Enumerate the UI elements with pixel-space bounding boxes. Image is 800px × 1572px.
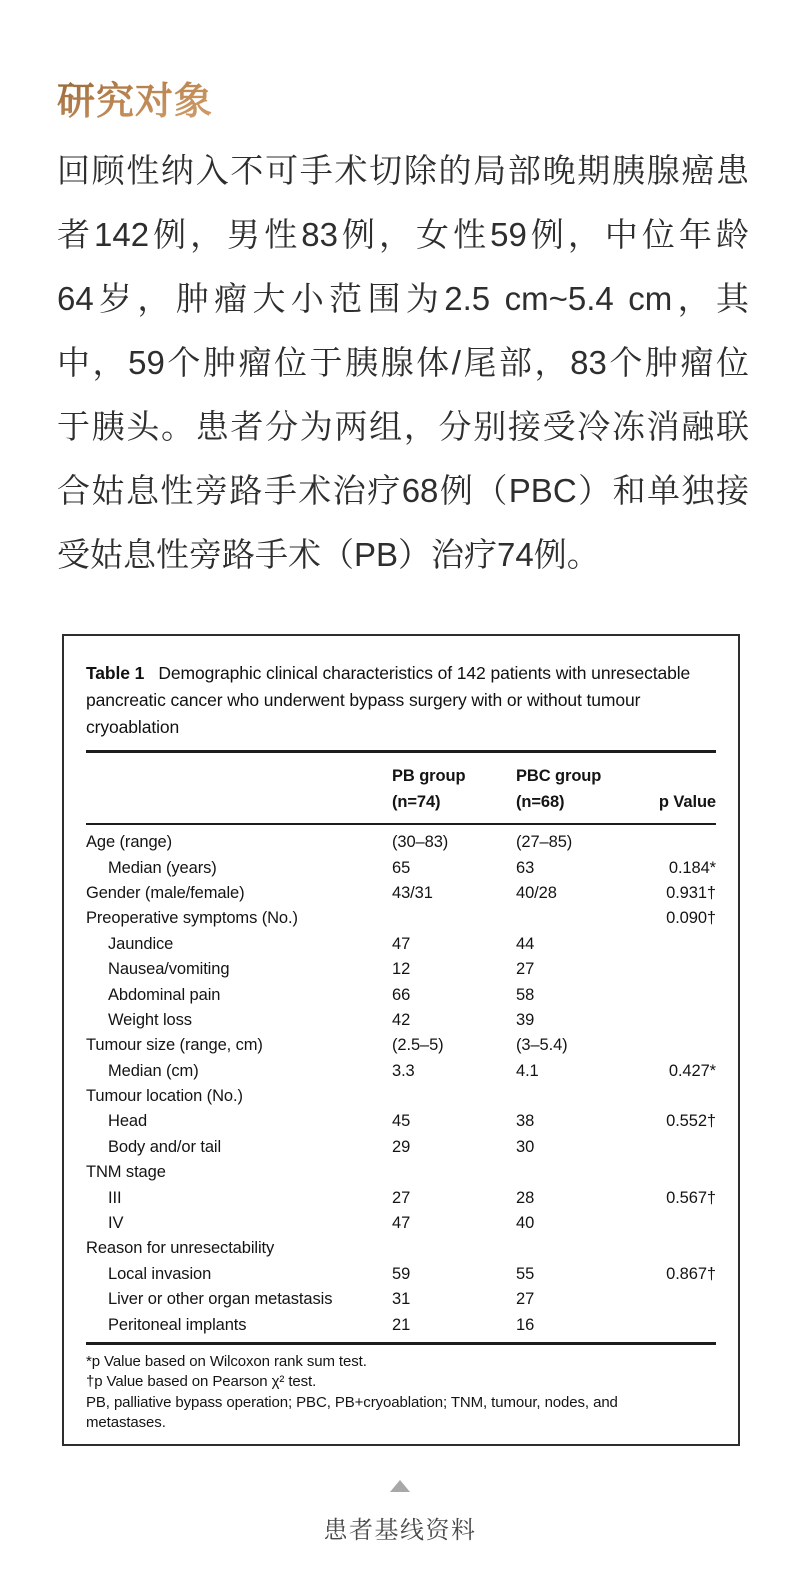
table-row [86,855,716,880]
row-label: III [108,1188,122,1207]
cell-pb: 29 [392,1137,411,1156]
table-row [86,1008,716,1033]
row-label: Nausea/vomiting [108,960,230,979]
intro-paragraph [57,139,749,587]
cell-pbc: 58 [516,985,535,1004]
cell-pbc: 44 [516,934,535,953]
footnote-line: *p Value based on Wilcoxon rank sum test. [86,1352,367,1370]
cell-pb: 45 [392,1112,411,1131]
row-label: Weight loss [108,1010,192,1029]
row-label: Jaundice [108,934,174,953]
col-header-empty [86,763,392,815]
cell-p-value: 0.184* [668,858,716,877]
row-label: Tumour size (range, cm) [86,1036,263,1055]
cell-pb: 65 [392,858,411,877]
table-row [86,1059,716,1084]
table-row [86,1084,716,1109]
cell-pb: 66 [392,985,411,1004]
cell-pb: 21 [392,1315,411,1334]
row-label: Peritoneal implants [108,1315,247,1334]
table-header-row [86,753,716,823]
table-caption-label: Table 1 [86,663,145,683]
pb-group-name: PB group [392,767,466,785]
row-label: Preoperative symptoms (No.) [86,909,298,928]
col-header-pbc-group [516,763,652,815]
table-row [86,906,716,931]
cell-pb: 47 [392,1214,411,1233]
pbc-group-n: (n=68) [516,793,565,811]
table-row [86,982,716,1007]
paragraph-line: 于胰头。患者分为两组，分别接受冷冻消融联 [57,408,749,445]
cell-pb: 31 [392,1290,411,1309]
triangle-up-icon [390,1480,410,1492]
paragraph-line: 者142例，男性83例，女性59例，中位年龄 [57,216,749,253]
footer-label: 患者基线资料 [323,1517,477,1544]
cell-pb: 27 [392,1188,411,1207]
col-header-pb-group [392,763,516,815]
paragraph-line: 64岁，肿瘤大小范围为2.5 cm~5.4 cm，其 [57,280,749,317]
pbc-group-name: PBC group [516,767,602,785]
paragraph-line: 受姑息性旁路手术（PB）治疗74例。 [57,536,600,573]
table-row [86,830,716,855]
row-label: Median (years) [108,858,217,877]
row-label: Reason for unresectability [86,1239,275,1258]
row-label: Tumour location (No.) [86,1087,243,1106]
cell-pb: 43/31 [392,883,433,902]
cell-pbc: 16 [516,1315,535,1334]
table-caption-text: Demographic clinical characteristics of 142 patients with unresectable pancreatic cancer who underwent bypass surgery with or without tumour cryoablation [86,663,691,737]
row-label: Liver or other organ metastasis [108,1290,333,1309]
table-row [86,1287,716,1312]
table-figure [62,634,740,1446]
cell-pbc: 28 [516,1188,535,1207]
cell-pb: (2.5–5) [392,1036,444,1055]
row-label: Age (range) [86,833,173,852]
cell-pbc: 38 [516,1112,535,1131]
cell-pbc: 40/28 [516,883,557,902]
table-row [86,881,716,906]
cell-p-value: 0.931† [666,883,716,902]
footnote-line: †p Value based on Pearson χ² test. [86,1373,317,1391]
table-row [86,1109,716,1134]
cell-pbc: 27 [516,960,535,979]
paragraph-line: 合姑息性旁路手术治疗68例（PBC）和单独接 [57,472,749,509]
cell-pbc: 63 [516,858,535,877]
cell-p-value: 0.427* [668,1061,716,1080]
paragraph-line: 中，59个肿瘤位于胰腺体/尾部，83个肿瘤位 [57,344,749,381]
cell-pbc: (3–5.4) [516,1036,568,1055]
col-header-p-value: p Value [658,793,716,811]
row-label: Abdominal pain [108,985,221,1004]
row-label: TNM stage [86,1163,166,1182]
cell-pb: 3.3 [392,1061,415,1080]
cell-p-value: 0.090† [666,909,716,928]
cell-pb: (30–83) [392,833,449,852]
collapse-toggle[interactable] [0,1480,800,1545]
footnote-line: PB, palliative bypass operation; PBC, PB+cryoablation; TNM, tumour, nodes, and metastases. [86,1393,618,1432]
table-row [86,1236,716,1261]
cell-pb: 12 [392,960,411,979]
table-row [86,1033,716,1058]
cell-pbc: 30 [516,1137,535,1156]
cell-pbc: 27 [516,1290,535,1309]
table-row [86,1135,716,1160]
table-row [86,932,716,957]
row-label: Head [108,1112,148,1131]
cell-p-value: 0.567† [666,1188,716,1207]
table-row [86,1160,716,1185]
cell-pbc: 40 [516,1214,535,1233]
cell-pbc: 39 [516,1010,535,1029]
table-caption [86,660,708,741]
cell-pb: 59 [392,1264,411,1283]
table-body [86,825,716,1342]
row-label: Median (cm) [108,1061,199,1080]
row-label: Local invasion [108,1264,212,1283]
table-inner [64,660,738,1434]
table-footnotes [86,1352,678,1434]
paragraph-line: 回顾性纳入不可手术切除的局部晚期胰腺癌患 [57,152,749,189]
table-row [86,1211,716,1236]
cell-pb: 47 [392,934,411,953]
cell-pbc: 55 [516,1264,535,1283]
table-row [86,1312,716,1337]
cell-pbc: (27–85) [516,833,573,852]
cell-pb: 42 [392,1010,411,1029]
cell-p-value: 0.867† [666,1264,716,1283]
table-row [86,1262,716,1287]
row-label: Gender (male/female) [86,883,245,902]
table-rule-bottom [86,1342,716,1345]
row-label: IV [108,1214,124,1233]
pb-group-n: (n=74) [392,793,441,811]
table-row [86,1185,716,1210]
page-title: 研究对象 [57,70,213,125]
row-label: Body and/or tail [108,1137,222,1156]
table-row [86,957,716,982]
cell-p-value: 0.552† [666,1112,716,1131]
cell-pbc: 4.1 [516,1061,539,1080]
